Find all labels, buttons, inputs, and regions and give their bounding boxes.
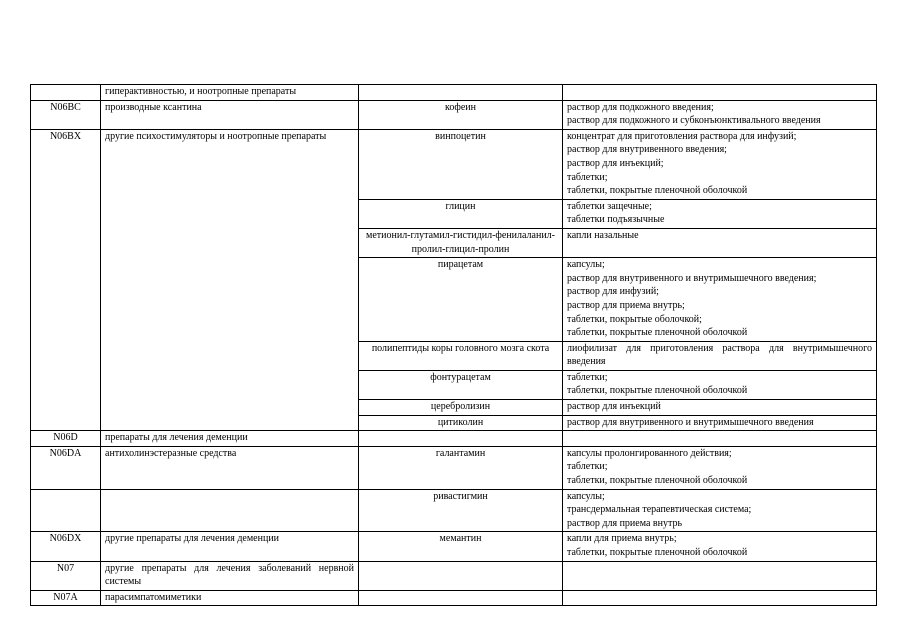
dosage-forms-cell — [563, 446, 877, 489]
dosage-form-line: таблетки, покрытые пленочной оболочкой — [567, 475, 748, 487]
drug-name-cell: винпоцетин — [359, 129, 563, 199]
dosage-form-line: раствор для приема внутрь; — [567, 299, 685, 311]
drug-name-cell: фонтурацетам — [359, 370, 563, 399]
dosage-form-line: таблетки защечные; — [567, 200, 652, 212]
dosage-forms-cell — [563, 431, 877, 447]
table-body — [31, 85, 877, 606]
dosage-form-line: капсулы пролонгированного действия; — [567, 447, 732, 459]
dosage-form-line: раствор для инфузий; — [567, 286, 659, 298]
table-row — [31, 129, 877, 199]
drug-name-cell — [359, 590, 563, 606]
drug-name-cell — [359, 85, 563, 101]
dosage-form-line: капсулы; — [567, 259, 605, 271]
dosage-form-line: раствор для внутривенного и внутримышечного введения; — [567, 272, 817, 284]
drug-name-cell: ривастигмин — [359, 489, 563, 532]
drug-name-cell: цитиколин — [359, 415, 563, 431]
atc-code-cell: N06D — [31, 431, 101, 447]
dosage-form-line: раствор для инъекций — [567, 401, 661, 413]
group-name-cell: парасимпатомиметики — [101, 590, 359, 606]
group-name-cell: другие препараты для лечения заболеваний нервной системы — [101, 561, 359, 590]
dosage-form-line: раствор для внутривенного и внутримышечного введения — [567, 416, 814, 428]
dosage-form-line: лиофилизат для приготовления раствора для внутримышечного введения — [567, 342, 872, 368]
atc-code-cell: N06BX — [31, 129, 101, 430]
group-name-cell: другие препараты для лечения деменции — [101, 532, 359, 561]
group-name-cell: гиперактивностью, и ноотропные препараты — [101, 85, 359, 101]
dosage-form-line: таблетки, покрытые оболочкой; — [567, 313, 702, 325]
dosage-forms-cell — [563, 100, 877, 129]
dosage-form-line: таблетки, покрытые пленочной оболочкой — [567, 385, 748, 397]
dosage-form-line: раствор для приема внутрь — [567, 517, 683, 529]
dosage-forms-cell — [563, 85, 877, 101]
dosage-forms-cell — [563, 370, 877, 399]
drug-name-cell: кофеин — [359, 100, 563, 129]
dosage-form-line: таблетки, покрытые пленочной оболочкой — [567, 185, 748, 197]
dosage-forms-cell — [563, 532, 877, 561]
drug-classification-table — [30, 84, 877, 606]
group-name-cell — [101, 489, 359, 532]
group-name-cell: другие психостимуляторы и ноотропные препараты — [101, 129, 359, 430]
atc-code-cell: N06DX — [31, 532, 101, 561]
drug-name-cell — [359, 561, 563, 590]
dosage-form-line: таблетки подъязычные — [567, 214, 665, 226]
atc-code-cell: N06BC — [31, 100, 101, 129]
dosage-form-line: капсулы; — [567, 490, 605, 502]
drug-name-cell: галантамин — [359, 446, 563, 489]
dosage-form-line: раствор для подкожного введения; — [567, 101, 714, 113]
dosage-forms-cell — [563, 258, 877, 342]
drug-name-cell — [359, 431, 563, 447]
dosage-form-line: таблетки; — [567, 461, 608, 473]
dosage-forms-cell — [563, 561, 877, 590]
dosage-form-line: раствор для подкожного и субконъюнктивального введения — [567, 115, 821, 127]
table-row — [31, 446, 877, 489]
drug-name-cell: глицин — [359, 199, 563, 228]
dosage-form-line: раствор для инъекций; — [567, 157, 664, 169]
dosage-form-line: таблетки, покрытые пленочной оболочкой — [567, 547, 748, 558]
dosage-form-line: раствор для внутривенного введения; — [567, 144, 727, 156]
dosage-forms-cell — [563, 415, 877, 431]
dosage-forms-cell — [563, 590, 877, 606]
table-row — [31, 532, 877, 561]
table-row — [31, 561, 877, 590]
dosage-forms-cell — [563, 129, 877, 199]
dosage-form-line: капли назальные — [567, 229, 639, 241]
dosage-form-line: таблетки; — [567, 371, 608, 383]
dosage-form-line: таблетки; — [567, 171, 608, 183]
atc-code-cell: N07A — [31, 590, 101, 606]
drug-name-cell: пирацетам — [359, 258, 563, 342]
table-row — [31, 100, 877, 129]
atc-code-cell: N06DA — [31, 446, 101, 489]
drug-name-cell: мемантин — [359, 532, 563, 561]
atc-code-cell: N07 — [31, 561, 101, 590]
dosage-forms-cell — [563, 341, 877, 370]
group-name-cell: антихолинэстеразные средства — [101, 446, 359, 489]
group-name-cell: препараты для лечения деменции — [101, 431, 359, 447]
table-row — [31, 590, 877, 606]
drug-name-cell: метионил-глутамил-гистидил-фенилаланил-пролил-глицил-пролин — [359, 228, 563, 257]
atc-code-cell — [31, 489, 101, 532]
group-name-cell: производные ксантина — [101, 100, 359, 129]
dosage-form-line: капли для приема внутрь; — [567, 533, 677, 545]
dosage-forms-cell — [563, 489, 877, 532]
dosage-form-line: таблетки, покрытые пленочной оболочкой — [567, 327, 748, 339]
table-row — [31, 431, 877, 447]
dosage-forms-cell — [563, 228, 877, 257]
table-row — [31, 489, 877, 532]
atc-code-cell — [31, 85, 101, 101]
drug-name-cell: церебролизин — [359, 400, 563, 416]
drug-name-cell: полипептиды коры головного мозга скота — [359, 341, 563, 370]
table-row — [31, 85, 877, 101]
dosage-form-line: трансдермальная терапевтическая система; — [567, 504, 752, 516]
dosage-form-line: концентрат для приготовления раствора для инфузий; — [567, 130, 797, 142]
dosage-forms-cell — [563, 400, 877, 416]
dosage-forms-cell — [563, 199, 877, 228]
